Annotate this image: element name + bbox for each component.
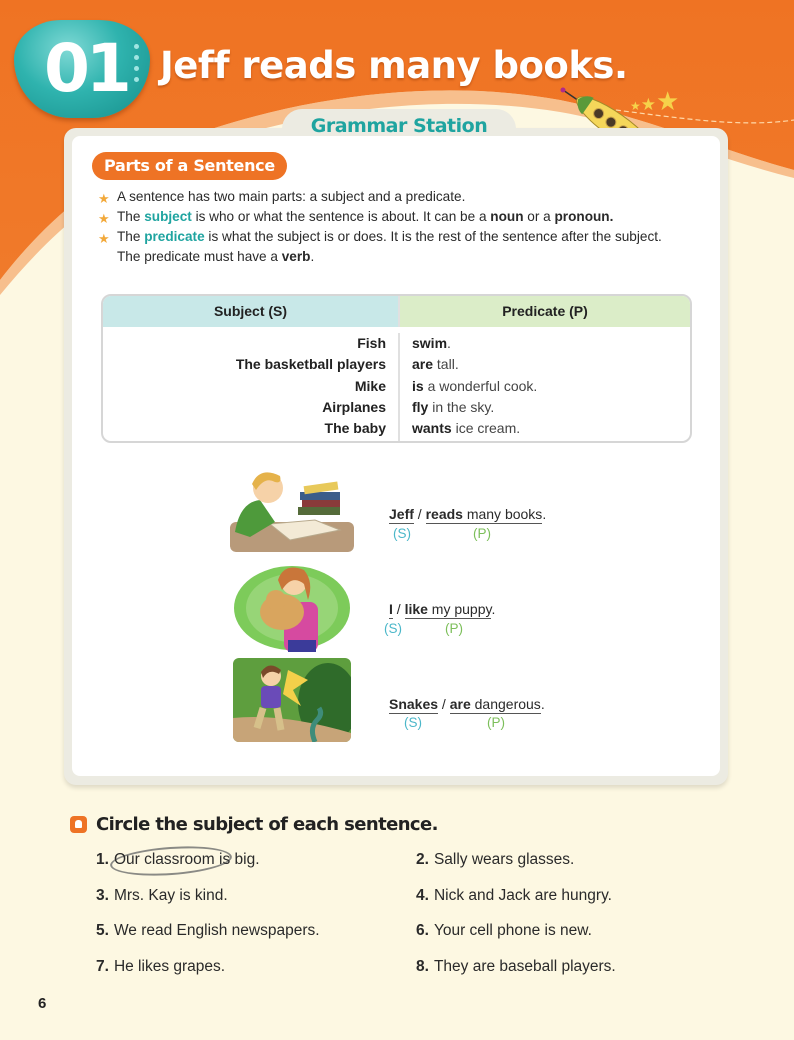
- subject-cell: The basketball players: [235, 356, 386, 373]
- girl-hugging-puppy-illustration: [232, 560, 354, 652]
- badge-dots-decoration: [134, 44, 142, 88]
- example-predicate: reads many books: [425, 506, 543, 522]
- exercise-item[interactable]: 8. They are baseball players.: [416, 958, 616, 975]
- table-header: [103, 296, 690, 327]
- exercise-instruction: Circle the subject of each sentence.: [96, 814, 438, 835]
- subject-tag: (S): [393, 526, 411, 541]
- subject-predicate-table: [101, 294, 692, 443]
- exercise-item[interactable]: 2. Sally wears glasses.: [416, 851, 575, 868]
- example-predicate: are dangerous: [449, 696, 541, 712]
- subject-cell: Airplanes: [322, 398, 386, 415]
- exercise-item[interactable]: 3. Mrs. Kay is kind.: [96, 887, 228, 904]
- predicate-column: [398, 333, 690, 443]
- example-sentence: Snakes / are dangerous.: [389, 696, 545, 712]
- star-bullet-icon: ★: [98, 211, 110, 226]
- predicate-cell: wants ice cream.: [412, 420, 521, 437]
- page-number: 6: [38, 995, 47, 1012]
- lesson-title: Jeff reads many books.: [160, 44, 628, 87]
- example-subject: Jeff: [389, 506, 414, 522]
- predicate-cell: are tall.: [412, 356, 459, 373]
- exercise-item[interactable]: 4. Nick and Jack are hungry.: [416, 887, 612, 904]
- lesson-number-badge: [14, 20, 150, 118]
- subject-cell: Fish: [357, 335, 386, 351]
- lesson-number: 01: [44, 30, 128, 107]
- subject-cell: Mike: [354, 377, 386, 394]
- example-sentence: Jeff / reads many books.: [389, 506, 547, 522]
- section-heading-pill: Parts of a Sentence: [92, 152, 287, 180]
- predicate-cell: is a wonderful cook.: [412, 377, 538, 394]
- predicate-tag: (P): [473, 526, 491, 541]
- rule-item: ★ A sentence has two main parts: a subject and a predicate.: [98, 187, 708, 207]
- header-subject: Subject (S): [103, 296, 398, 327]
- exercise-item[interactable]: 7. He likes grapes.: [96, 958, 226, 975]
- exercise-item[interactable]: 1. Our classroom is big.: [96, 851, 260, 868]
- exercise-item[interactable]: 6. Your cell phone is new.: [416, 922, 592, 939]
- example-subject: Snakes: [389, 696, 439, 712]
- grammar-station-title: Grammar Station: [310, 115, 488, 137]
- star-bullet-icon: ★: [98, 191, 110, 206]
- keyword-predicate: predicate: [144, 229, 205, 244]
- subject-tag: (S): [404, 715, 422, 730]
- predicate-tag: (P): [487, 715, 505, 730]
- example-subject: I: [389, 601, 393, 617]
- exercise-item[interactable]: 5. We read English newspapers.: [96, 922, 320, 939]
- predicate-tag: (P): [445, 621, 463, 636]
- rules-list: [98, 187, 708, 267]
- predicate-cell: fly in the sky.: [412, 398, 495, 415]
- boy-reading-books-illustration: [230, 462, 354, 552]
- exercise-icon: [70, 816, 87, 833]
- header-predicate: Predicate (P): [398, 296, 690, 327]
- subject-column: [103, 333, 398, 443]
- rule-item: ★ The predicate is what the subject is or does. It is the rest of the sentence after the subject. The predicate must have a verb.: [98, 229, 662, 264]
- predicate-cell: swim.: [412, 335, 451, 351]
- table-body: [103, 327, 690, 443]
- example-sentence: I / like my puppy.: [389, 601, 496, 617]
- subject-cell: The baby: [324, 420, 386, 437]
- example-predicate: like my puppy: [404, 601, 492, 617]
- stars-decoration: ★★★: [630, 86, 680, 116]
- subject-tag: (S): [384, 621, 402, 636]
- rule-item: ★ The subject is who or what the sentence is about. It can be a noun or a pronoun.: [98, 207, 708, 227]
- star-bullet-icon: ★: [98, 231, 110, 246]
- boy-scared-of-snake-illustration: [233, 658, 351, 742]
- keyword-subject: subject: [144, 209, 192, 224]
